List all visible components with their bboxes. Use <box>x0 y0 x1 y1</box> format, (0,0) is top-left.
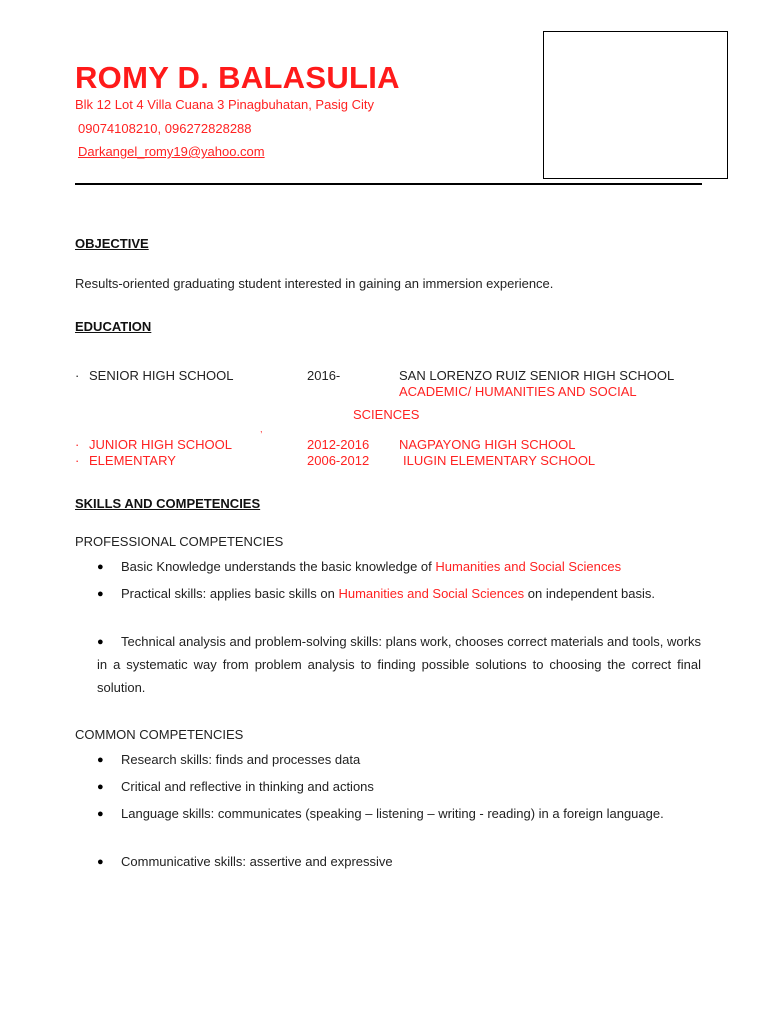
bullet-icon: ● <box>97 781 104 793</box>
common-item-text: Research skills: finds and processes data <box>121 752 361 767</box>
objective-heading: OBJECTIVE <box>75 236 149 251</box>
education-strand-continued: SCIENCES <box>353 407 420 422</box>
bullet-icon: ● <box>97 754 104 766</box>
bullet-icon: ● <box>97 856 104 868</box>
education-school: SAN LORENZO RUIZ SENIOR HIGH SCHOOL <box>399 368 675 383</box>
education-level: JUNIOR HIGH SCHOOL <box>89 437 233 452</box>
bullet-icon: ● <box>97 636 104 648</box>
common-competencies-heading: COMMON COMPETENCIES <box>75 727 244 742</box>
header-divider <box>75 183 702 185</box>
common-item-text: Communicative skills: assertive and expressive <box>121 854 393 869</box>
education-years: 2016- <box>307 368 341 383</box>
professional-item-text: Basic Knowledge understands the basic knowledge of Humanities and Social Sciences <box>121 559 622 574</box>
bullet-icon: ● <box>97 588 104 600</box>
education-years: 2012-2016 <box>307 437 370 452</box>
email-link[interactable]: Darkangel_romy19@yahoo.com <box>78 144 265 159</box>
phone-numbers: 09074108210, 096272828288 <box>78 121 252 136</box>
resume-name: ROMY D. BALASULIA <box>75 60 400 95</box>
professional-competencies-heading: PROFESSIONAL COMPETENCIES <box>75 534 284 549</box>
professional-item-text: Practical skills: applies basic skills on Humanities and Social Sciences on independent basis. <box>121 586 656 601</box>
professional-item-text: Technical analysis and problem-solving skills: plans work, chooses correct materials and tools, works in a systematic way from problem analysis to finding possible solutions to choosing the correct final solution. <box>97 634 701 695</box>
objective-text: Results-oriented graduating student interested in gaining an immersion experience. <box>75 276 554 291</box>
education-years: 2006-2012 <box>307 453 370 468</box>
bullet: · <box>75 368 80 383</box>
education-level: ELEMENTARY <box>89 453 176 468</box>
bullet-icon: ● <box>97 808 104 820</box>
address: Blk 12 Lot 4 Villa Cuana 3 Pinagbuhatan, Pasig City <box>75 97 374 112</box>
education-school: ILUGIN ELEMENTARY SCHOOL <box>403 453 596 468</box>
education-heading: EDUCATION <box>75 319 152 334</box>
common-item-text: Critical and reflective in thinking and actions <box>121 779 374 794</box>
education-level: SENIOR HIGH SCHOOL <box>89 368 234 383</box>
common-item-text: Language skills: communicates (speaking – listening – writing - reading) in a foreign language. <box>121 806 664 821</box>
education-school: NAGPAYONG HIGH SCHOOL <box>399 437 576 452</box>
photo-placeholder <box>543 31 728 179</box>
bullet: · <box>75 453 80 468</box>
bullet: · <box>75 437 80 452</box>
skills-heading: SKILLS AND COMPETENCIES <box>75 496 261 511</box>
education-strand: ACADEMIC/ HUMANITIES AND SOCIAL <box>399 384 637 399</box>
stray-mark: , <box>260 424 263 434</box>
bullet-icon: ● <box>97 561 104 573</box>
